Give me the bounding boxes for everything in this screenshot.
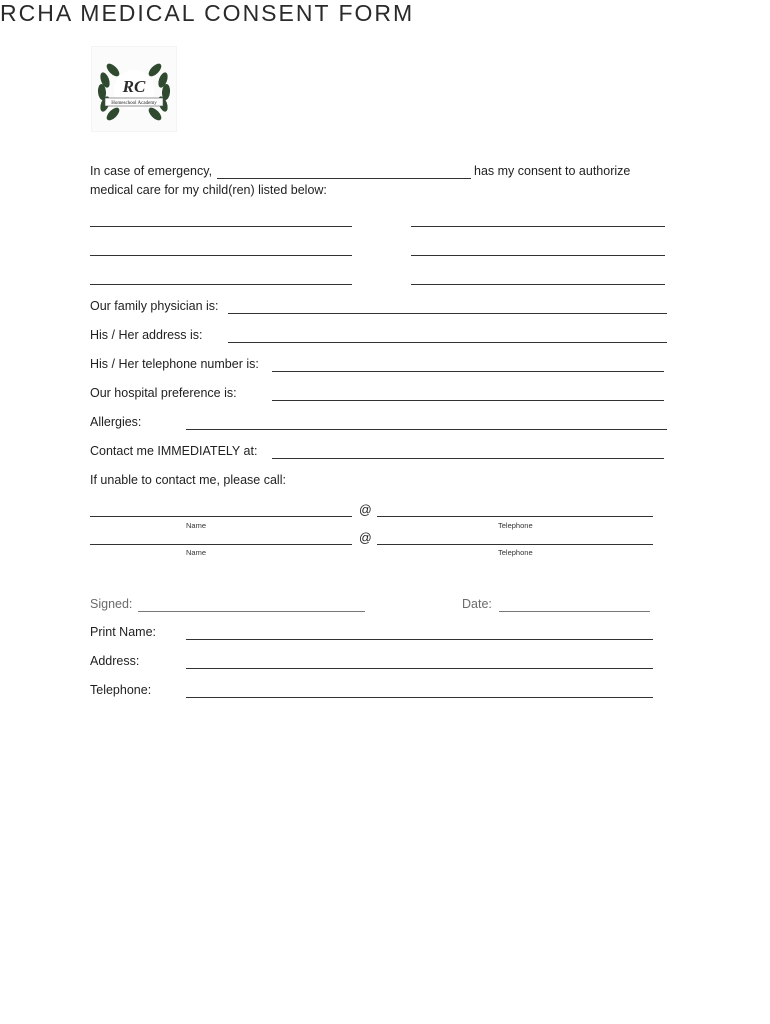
physician-label: Our family physician is: [90,299,219,313]
physician-telephone-field[interactable] [272,371,664,372]
contact-label: Contact me IMMEDIATELY at: [90,444,258,458]
date-label: Date: [462,597,492,611]
alt-contact-telephone-field[interactable] [377,516,653,517]
child-name-field[interactable] [411,284,665,285]
physician-address-field[interactable] [228,342,667,343]
allergies-label: Allergies: [90,415,142,429]
print-name-field[interactable] [186,639,653,640]
at-symbol: @ [359,503,372,517]
intro-text-end: has my consent to authorize [474,164,631,178]
child-name-field[interactable] [90,226,352,227]
parent-address-field[interactable] [186,668,653,669]
alt-contact-name-field[interactable] [90,516,352,517]
contact-field[interactable] [272,458,664,459]
date-field[interactable] [499,611,650,612]
allergies-field[interactable] [186,429,667,430]
alt-contact-name-field[interactable] [90,544,352,545]
logo-monogram: RC [122,77,146,96]
hospital-field[interactable] [272,400,664,401]
page-title: RCHA MEDICAL CONSENT FORM [0,0,415,26]
parent-telephone-label: Telephone: [90,683,152,697]
physician-address-label: His / Her address is: [90,328,203,342]
name-caption: Name [186,548,207,557]
parent-address-label: Address: [90,654,140,668]
telephone-caption: Telephone [498,548,533,557]
alt-contact-telephone-field[interactable] [377,544,653,545]
name-caption: Name [186,521,207,530]
child-name-field[interactable] [90,255,352,256]
child-name-field[interactable] [90,284,352,285]
rcha-logo [91,46,177,132]
telephone-caption: Telephone [498,521,533,530]
signature-field[interactable] [138,611,365,612]
parent-telephone-field[interactable] [186,697,653,698]
signed-label: Signed: [90,597,133,611]
at-symbol: @ [359,531,372,545]
logo-ribbon-text: Homeschool Academy [111,101,157,106]
intro-text-line2: medical care for my child(ren) listed below: [90,183,327,197]
intro-text-start: In case of emergency, [90,164,213,178]
hospital-label: Our hospital preference is: [90,386,237,400]
child-name-field[interactable] [411,226,665,227]
child-name-field[interactable] [411,255,665,256]
physician-telephone-label: His / Her telephone number is: [90,357,259,371]
unable-to-contact-label: If unable to contact me, please call: [90,473,286,487]
physician-field[interactable] [228,313,667,314]
print-name-label: Print Name: [90,625,156,639]
emergency-contact-field[interactable] [217,178,471,179]
